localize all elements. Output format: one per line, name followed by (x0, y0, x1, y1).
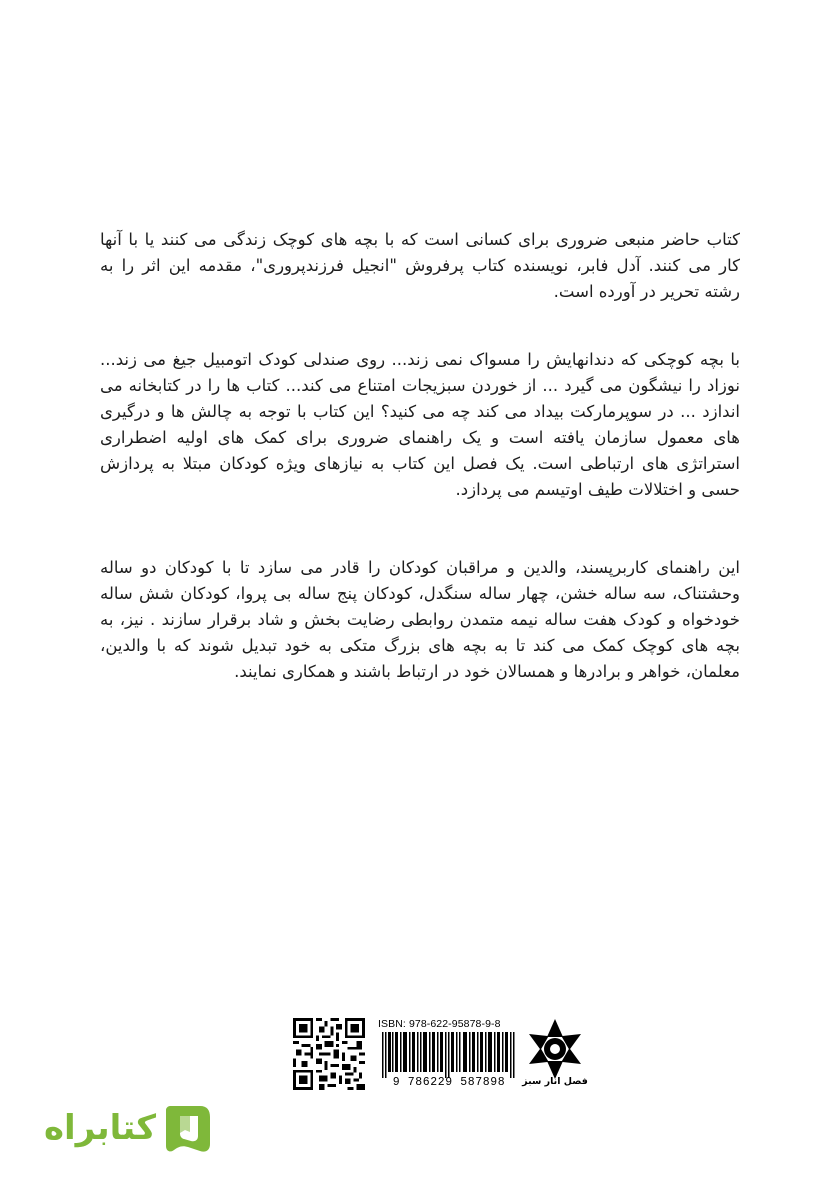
barcode-digits: 9 786229 587898 (392, 1076, 506, 1089)
description-paragraph-3: این راهنمای کاربرپسند، والدین و مراقبان کودکان را قادر می سازد تا با کودکان دو ساله وحشتناک، سه ساله خشن، چهار ساله سنگدل، کودکان پنج ساله بی پروا، کودکان شش ساله خودخواه و کودک هفت ساله نیمه متمدن روابطی رضایت بخش و شاد برقرار سازند . نیز، به بچه های کوچک کمک می کند تا به بچه های بزرگ متکی به خود تبدیل شوند که با والدین، معلمان، خواهر و برادرها و همسالان خود در ارتباط باشند و همکاری نمایند. (100, 557, 740, 681)
isbn-barcode (378, 1018, 520, 1090)
bookmark-leaf-icon (160, 1100, 216, 1156)
barcode-bars-icon (380, 1032, 518, 1078)
ketabrah-watermark (40, 1098, 220, 1162)
publisher-name: فصل انار سبز (522, 1076, 588, 1087)
qr-code-icon (293, 1018, 365, 1090)
watermark-text: کتابراه (43, 1108, 157, 1148)
isbn-label: ISBN: 978-622-95878-9-8 (378, 1018, 501, 1030)
description-paragraph-2: با بچه کوچکی که دندانهایش را مسواک نمی زند... روی صندلی کودک اتومبیل جیغ می زند... نوزاد را نیشگون می گیرد ... از خوردن سبزیجات امتناع می کند... کتاب ها را در کتابخانه می اندازد ... در سوپرمارکت بیداد می کند چه می کنید؟ این کتاب با توجه به چالش ها و درگیری های معمول سازمان یافته است و یک راهنمای ضروری برای کمک های اولیه اضطراری استراتژی های ارتباطی است. یک فصل این کتاب به نیازهای ویژه کودکان مبتلا به پردازش حسی و اختلالات طیف اوتیسم می پردازد. (100, 349, 740, 499)
description-paragraph-1: کتاب حاضر منبعی ضروری برای کسانی است که با بچه های کوچک زندگی می کنند یا با آنها کار می کنند. آدل فابر، نویسنده کتاب پرفروش "انجیل فرزندپروری"، مقدمه این اثر را به رشته تحریر در آورده است. (100, 229, 740, 301)
